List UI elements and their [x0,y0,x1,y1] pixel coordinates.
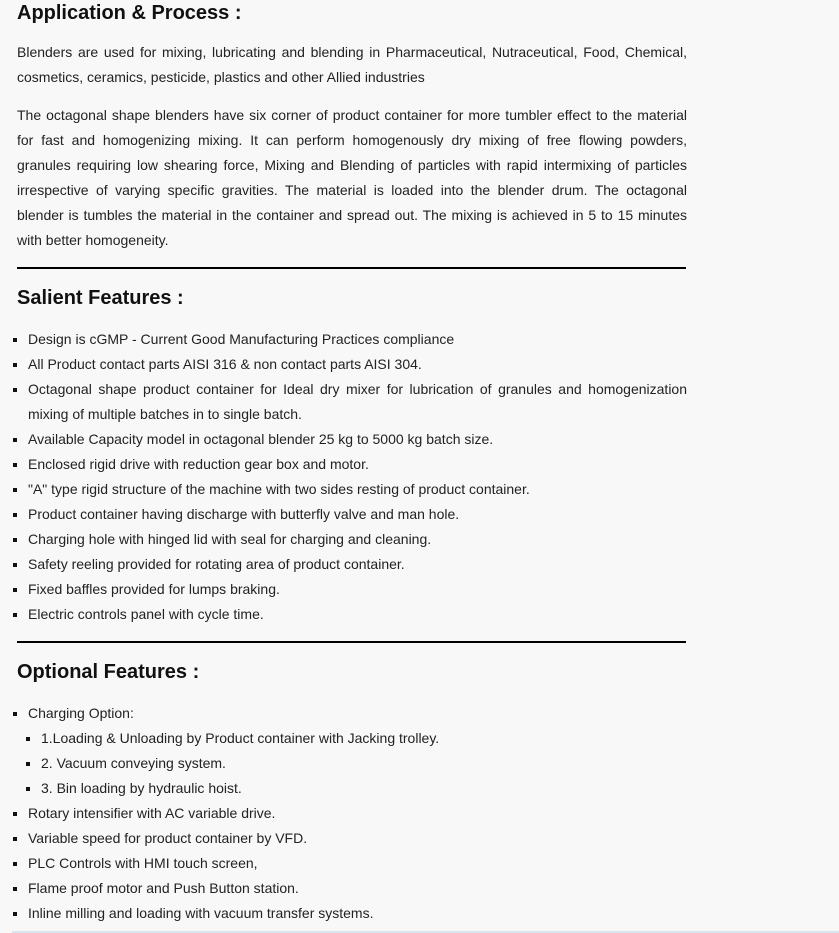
bullet-icon [13,363,17,367]
list-item: Flame proof motor and Push Button station. [17,876,687,901]
application-process-section [17,0,687,253]
list-item: Octagonal shape product container for Ideal dry mixer for lubrication of granules and homogenization mixing of multiple batches in to single batch. [17,377,687,427]
list-item: Design is cGMP - Current Good Manufacturing Practices compliance [17,327,687,352]
bullet-icon [13,912,17,916]
application-paragraph: Blenders are used for mixing, lubricating and blending in Pharmaceutical, Nutraceutical, Food, Chemical, cosmetics, ceramics, pesticide, plastics and other Allied industries [17,44,687,85]
bullet-icon [13,438,17,442]
optional-features-section [17,659,687,926]
optional-features-list [17,701,687,726]
list-item-charging-option: Charging Option: [17,701,687,726]
list-item: Electric controls panel with cycle time. [17,602,687,627]
optional-features-more-list [17,801,687,926]
list-item: Enclosed rigid drive with reduction gear box and motor. [17,452,687,477]
list-item: Safety reeling provided for rotating area of product container. [17,552,687,577]
list-item: All Product contact parts AISI 316 & non contact parts AISI 304. [17,352,687,377]
bullet-icon [13,588,17,592]
bullet-icon [13,563,17,567]
bullet-icon [13,338,17,342]
bullet-icon [26,787,30,791]
list-item: PLC Controls with HMI touch screen, [17,851,687,876]
list-item: Product container having discharge with butterfly valve and man hole. [17,502,687,527]
list-item: 1.Loading & Unloading by Product container with Jacking trolley. [17,726,687,751]
salient-features-list [17,327,687,627]
product-description [17,0,687,926]
bullet-icon [13,837,17,841]
bullet-icon [13,513,17,517]
list-item: 3. Bin loading by hydraulic hoist. [17,776,687,801]
bullet-icon [26,762,30,766]
list-item: Variable speed for product container by VFD. [17,826,687,851]
list-item: 2. Vacuum conveying system. [17,751,687,776]
bullet-icon [13,862,17,866]
list-item: Inline milling and loading with vacuum transfer systems. [17,901,687,926]
bullet-icon [13,538,17,542]
list-item: Available Capacity model in octagonal blender 25 kg to 5000 kg batch size. [17,427,687,452]
section-divider [17,641,686,643]
bullet-icon [13,488,17,492]
salient-features-section [17,285,687,627]
bullet-icon [26,737,30,741]
process-paragraph: The octagonal shape blenders have six corner of product container for more tumbler effect to the material for fast and homogenizing mixing. It can perform homogenously dry mixing of free flowing powders, granules requiring low shearing force, Mixing and Blending of particles with rapid intermixing of particles irrespective of varying specific gravities. The material is loaded into the blender drum. The octagonal blender is tumbles the material in the container and spread out. The mixing is achieved in 5 to 15 minutes with better homogeneity. [17,107,687,248]
bullet-icon [13,887,17,891]
list-item: Rotary intensifier with AC variable drive. [17,801,687,826]
bullet-icon [13,613,17,617]
section-divider [17,267,686,269]
bullet-icon [13,812,17,816]
bullet-icon [13,388,17,392]
bullet-icon [13,463,17,467]
list-item: "A" type rigid structure of the machine with two sides resting of product container. [17,477,687,502]
application-process-heading: Application & Process : [17,2,242,24]
charging-options-list [17,726,687,801]
list-item: Fixed baffles provided for lumps braking. [17,577,687,602]
list-item: Charging hole with hinged lid with seal for charging and cleaning. [17,527,687,552]
salient-features-heading: Salient Features : [17,287,184,309]
bullet-icon [13,712,17,716]
optional-features-heading: Optional Features : [17,661,200,683]
